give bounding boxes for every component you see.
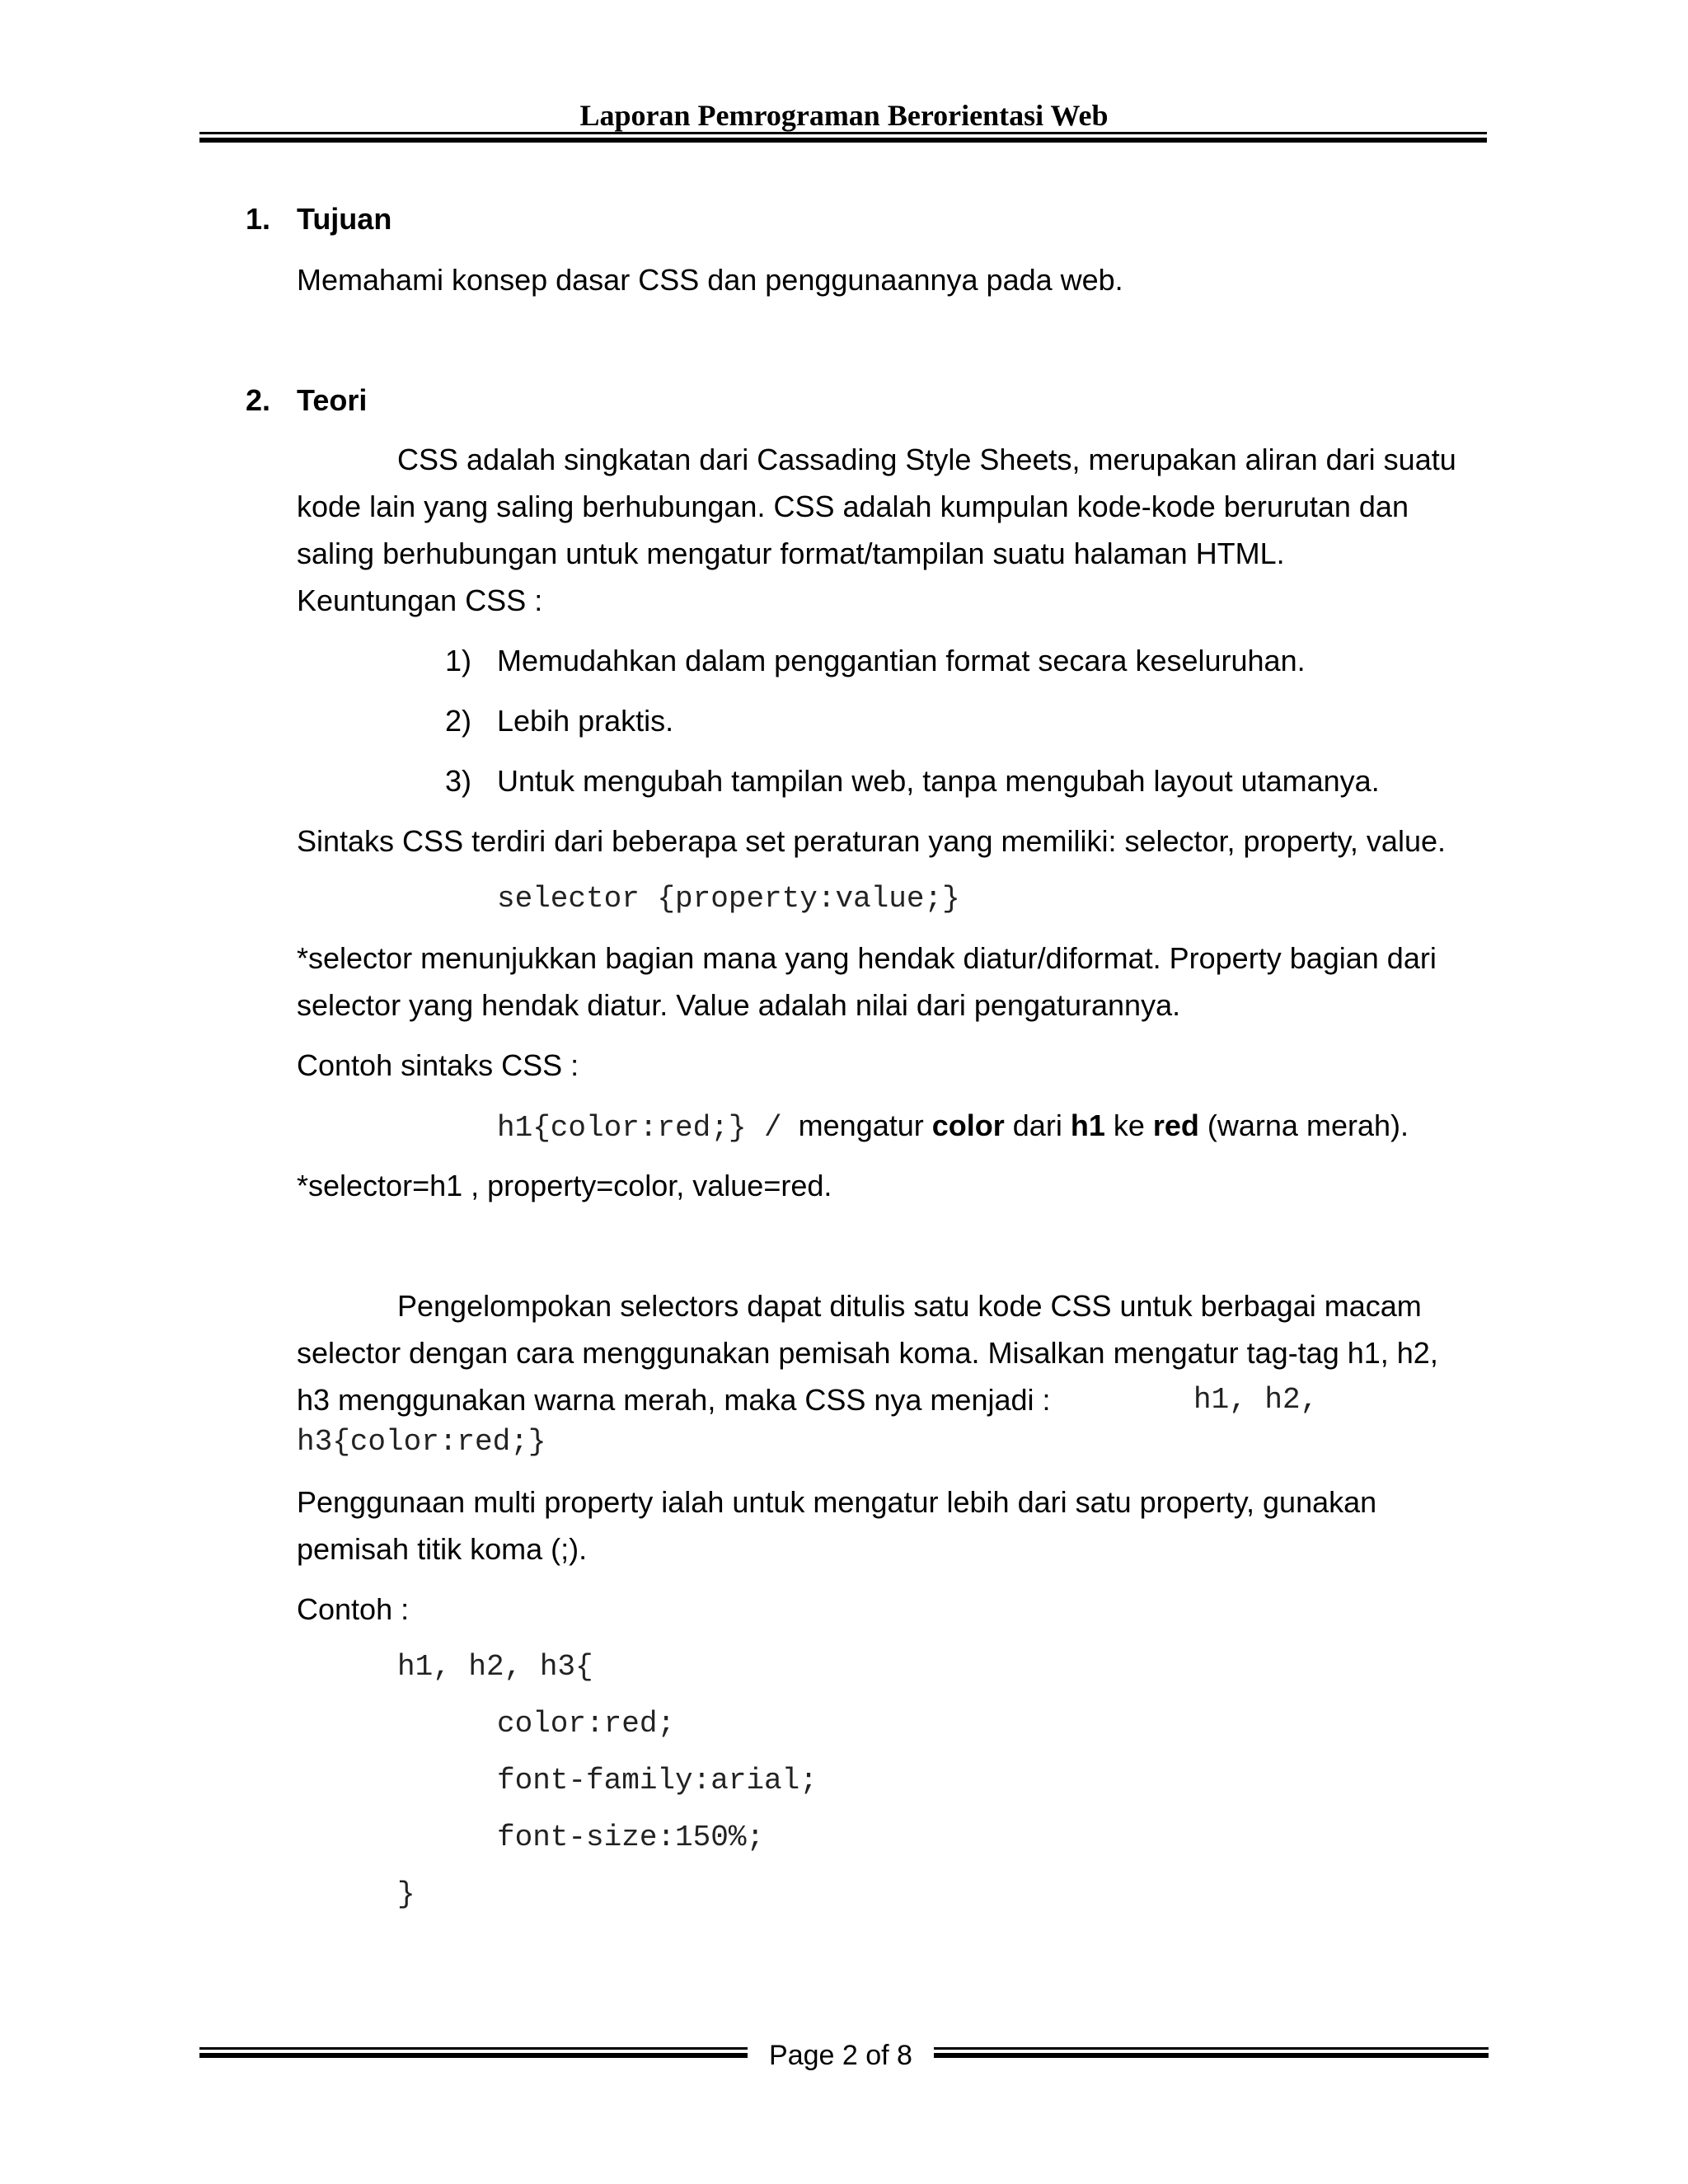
list-item-number: 1) [445, 644, 472, 677]
multi-property-line: Penggunaan multi property ialah untuk mengatur lebih dari satu property, gunakan [297, 1485, 1377, 1519]
footer-rule-left-thin [199, 2047, 748, 2050]
footer-rule-right-thick [934, 2053, 1489, 2058]
footer-rule-left-thick [199, 2053, 748, 2058]
group-code-1: h1, h2, [1193, 1383, 1319, 1417]
group-paragraph-line: Pengelompokan selectors dapat ditulis satu kode CSS untuk berbagai macam [397, 1289, 1422, 1323]
selector-note-line: selector yang hendak diatur. Value adalah nilai dari pengaturannya. [297, 988, 1181, 1022]
header-rule-thick [199, 138, 1487, 143]
list-item-number: 2) [445, 704, 472, 738]
header-rule-thin [199, 132, 1487, 134]
page-number: Page 2 of 8 [769, 2040, 912, 2071]
teori-paragraph-line: CSS adalah singkatan dari Cassading Style Sheets, merupakan aliran dari suatu [397, 443, 1456, 476]
example-text: ke [1104, 1108, 1153, 1142]
list-item-text: Memudahkan dalam penggantian format secara keseluruhan. [497, 644, 1306, 677]
tujuan-text: Memahami konsep dasar CSS dan penggunaannya pada web. [297, 263, 1123, 297]
section-number-tujuan: 1. [246, 202, 271, 236]
contoh-sintaks-label: Contoh sintaks CSS : [297, 1048, 579, 1082]
example-bold-red: red [1152, 1108, 1199, 1142]
example-bold-h1: h1 [1070, 1108, 1105, 1142]
contoh-label: Contoh : [297, 1592, 410, 1626]
group-paragraph-line: selector dengan cara menggunakan pemisah koma. Misalkan mengatur tag-tag h1, h2, [297, 1336, 1438, 1370]
example-text: dari [1004, 1108, 1071, 1142]
group-code-2: h3{color:red;} [297, 1425, 546, 1459]
multi-property-line: pemisah titik koma (;). [297, 1532, 588, 1566]
code-block-line: color:red; [497, 1707, 676, 1741]
example-bold-color: color [931, 1108, 1005, 1142]
example-line [497, 1106, 1409, 1148]
list-item-text: Lebih praktis. [497, 704, 674, 738]
sintaks-code: selector {property:value;} [497, 882, 960, 916]
selector-summary: *selector=h1 , property=color, value=red. [297, 1169, 832, 1202]
section-heading-teori: Teori [297, 383, 368, 417]
example-text: (warna merah). [1198, 1108, 1409, 1142]
list-item-text: Untuk mengubah tampilan web, tanpa mengubah layout utamanya. [497, 764, 1380, 798]
code-block-line: font-size:150%; [497, 1821, 765, 1854]
code-block-line: font-family:arial; [497, 1764, 818, 1797]
keuntungan-label: Keuntungan CSS : [297, 583, 543, 617]
section-number-teori: 2. [246, 383, 271, 417]
footer-rule-right-thin [934, 2047, 1489, 2050]
code-block-line: h1, h2, h3{ [397, 1650, 593, 1684]
code-block-line: } [397, 1877, 415, 1911]
section-heading-tujuan: Tujuan [297, 202, 392, 236]
sintaks-text: Sintaks CSS terdiri dari beberapa set peraturan yang memiliki: selector, property, value. [297, 824, 1446, 858]
list-item-number: 3) [445, 764, 472, 798]
teori-paragraph-line: kode lain yang saling berhubungan. CSS adalah kumpulan kode-kode berurutan dan [297, 490, 1409, 523]
teori-paragraph-line: saling berhubungan untuk mengatur format/tampilan suatu halaman HTML. [297, 537, 1285, 570]
selector-note-line: *selector menunjukkan bagian mana yang hendak diatur/diformat. Property bagian dari [297, 941, 1437, 975]
page-header-title: Laporan Pemrograman Berorientasi Web [579, 99, 1109, 132]
group-paragraph-line: h3 menggunakan warna merah, maka CSS nya menjadi : [297, 1383, 1051, 1417]
example-code: h1{color:red;} / [497, 1111, 782, 1145]
example-text: mengatur [798, 1108, 932, 1142]
